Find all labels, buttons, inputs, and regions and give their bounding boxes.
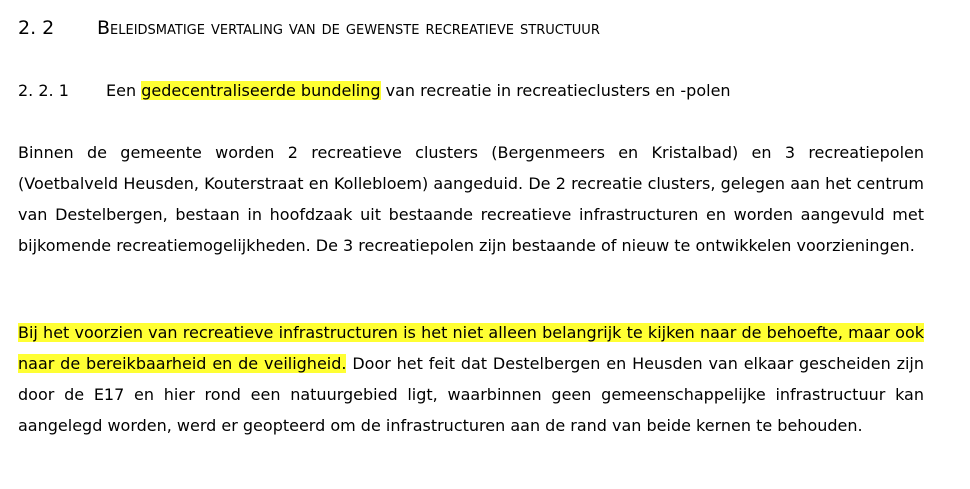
section-number: 2. 2 [18, 17, 55, 39]
section-heading [18, 13, 600, 43]
paragraph-highlight: Bij het voorzien van recreatieve infrastructuren is het niet alleen belangrijk te kijken naar de behoefte, maar ook naar de bereikbaarheid en de veiligheid. [18, 323, 924, 373]
paragraph-infrastructure [18, 317, 924, 441]
subsection-number: 2. 2. 1 [18, 81, 69, 100]
subsection-title-before: Een [106, 81, 142, 100]
subsection-title-highlight: gedecentraliseerde bundeling [141, 81, 381, 100]
subsection-title-after: van recreatie in recreatieclusters en -polen [380, 81, 731, 100]
paragraph-rest: Door het feit dat Destelbergen en Heusden van elkaar gescheiden zijn door de E17 en hier rond een natuurgebied ligt, waarbinnen geen gemeenschappelijke infrastructuur kan aangelegd worden, werd er geopteerd om de infrastructuren aan de rand van beide kernen te behouden. [18, 354, 924, 435]
subsection-heading [18, 76, 731, 106]
section-title: Beleidsmatige vertaling van de gewenste recreatieve structuur [97, 17, 600, 39]
paragraph-clusters: Binnen de gemeente worden 2 recreatieve clusters (Bergenmeers en Kristalbad) en 3 recreatiepolen (Voetbalveld Heusden, Kouterstraat en Kollebloem) aangeduid. De 2 recreatie clusters, gelegen aan het centrum van Destelbergen, bestaan in hoofdzaak uit bestaande recreatieve infrastructuren en worden aangevuld met bijkomende recreatiemogelijkheden. De 3 recreatiepolen zijn bestaande of nieuw te ontwikkelen voorzieningen. [18, 143, 924, 255]
